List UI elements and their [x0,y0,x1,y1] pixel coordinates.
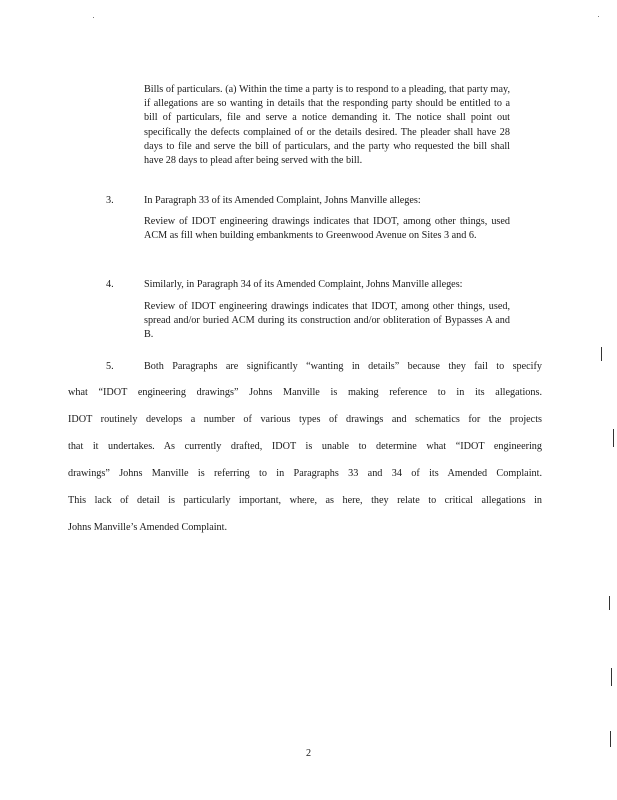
page-number: 2 [305,748,312,759]
paragraph-5-line: Johns Manville’s Amended Complaint. [68,522,228,533]
paragraph-4-number: 4. [106,279,114,290]
margin-mark [613,429,614,447]
paragraph-5-line: IDOT routinely develops a number of various types of drawings and schematics for the projects [68,414,542,425]
paragraph-5-line: drawings” Johns Manville is referring to in Paragraphs 33 and 34 of its Amended Complaint. [68,468,542,479]
paragraph-5-line: This lack of detail is particularly important, where, as here, they relate to critical allegations in [68,495,542,506]
margin-mark [610,731,611,747]
scan-speck [598,16,599,17]
paragraph-5-line: that it undertakes. As currently drafted, IDOT is unable to determine what “IDOT engineering [68,441,542,452]
margin-mark [601,347,602,361]
paragraph-5-line: Both Paragraphs are significantly “wanting in details” because they fail to specify [144,361,542,372]
paragraph-3-number: 3. [106,195,114,206]
paragraph-5-line: what “IDOT engineering drawings” Johns Manville is making reference to in its allegations. [68,387,542,398]
paragraph-5-number: 5. [106,361,114,372]
paragraph-4-intro: Similarly, in Paragraph 34 of its Amended Complaint, Johns Manville alleges: [144,279,463,290]
scan-speck [93,17,94,18]
margin-mark [611,668,612,686]
paragraph-4-quote: Review of IDOT engineering drawings indicates that IDOT, among other things, used, spread and/or buried ACM during its construction and/or obliteration of Bypasses A and B. [144,301,510,341]
paragraph-3-quote: Review of IDOT engineering drawings indicates that IDOT, among other things, used ACM as fill when building embankments to Greenwood Avenue on Sites 3 and 6. [144,216,510,242]
quoted-rule-block: Bills of particulars. (a) Within the time a party is to respond to a pleading, that party may, if allegations are so wanting in details that the responding party should be entitled to a bill of particulars, file and serve a notice demanding it. The notice shall point out specifically the defects complained of or the details desired. The pleader shall have 28 days to file and serve the bill of particulars, and the party who requested the bill shall have 28 days to plead after being served with the bill. [144,84,510,167]
paragraph-3-intro: In Paragraph 33 of its Amended Complaint, Johns Manville alleges: [144,195,421,206]
margin-mark [609,596,610,610]
